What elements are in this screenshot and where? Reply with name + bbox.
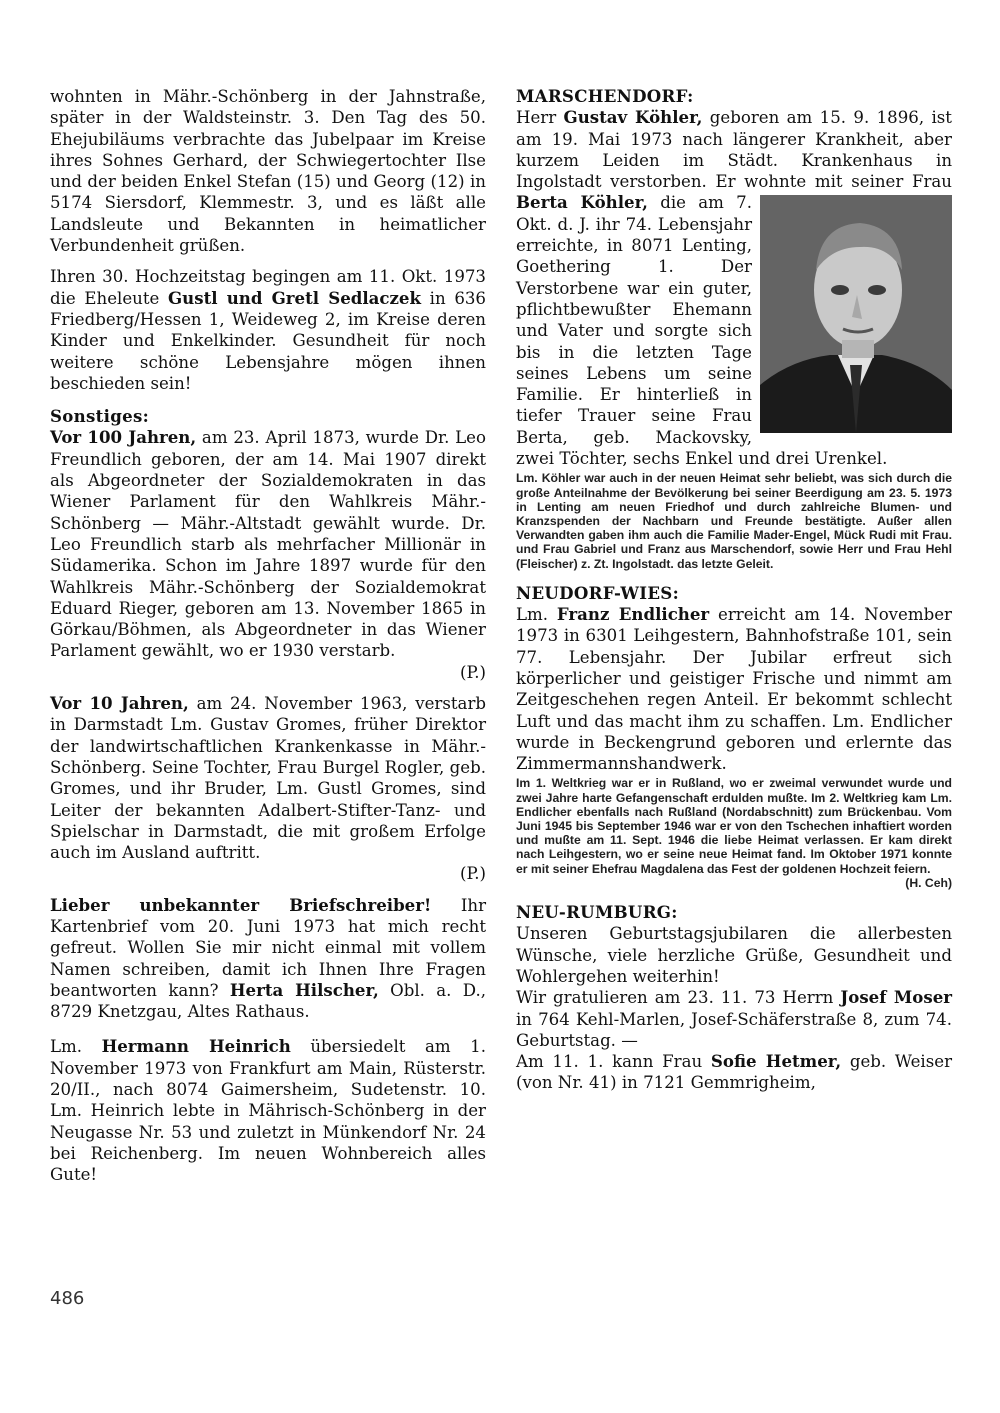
text: Ihr Kartenbrief vom 20. Juni 1973 hat mich recht gefreut. Wollen Sie mir nicht einmal mit vollem Namen schreiben, damit ich Ihnen Ihre Fragen beantworten kann?	[50, 895, 487, 1000]
paragraph-jubilee: wohnten in Mähr.-Schönberg in der Jahnstraße, später in der Waldsteinstr. 3. Den Tag des 50. Ehejubiläums verbrachte das Jubelpaar im Kreise ihres Sohnes Gerhard, der Schwiegertochter Ilse und der beiden Enkel Stefan (15) und Georg (12) in 5174 Siersdorf, Klemmestr. 3, und es läßt alle Landsleute und Bekannten in heimatlicher Verbundenheit grüßen.	[50, 87, 486, 256]
text: Herr	[516, 108, 564, 128]
name-bold: Gustl und Gretl Sedlaczek	[168, 287, 421, 308]
section-heading-marschendorf: MARSCHENDORF:	[516, 86, 694, 106]
paragraph-wedding-anniversary	[50, 266, 486, 394]
text: Ihren 30. Hochzeitstag begingen am 11. Okt. 1973 die Eheleute	[50, 267, 486, 308]
text: Am 11. 1. kann Frau	[516, 1052, 711, 1072]
text: übersiedelt am 1. November 1973 von Frankfurt am Main, Rüsterstr. 20/II., nach 8074 Gaimersheim, Sudetenstr. 10. Lm. Heinrich lebte in Mährisch-Schönberg in der Neugasse Nr. 53 und zuletzt in Münkendorf Nr. 24 bei Reichenberg. Im neuen Wohnbereich alles Gute!	[50, 1037, 486, 1185]
text: am 24. November 1963, verstarb in Darmstadt Lm. Gustav Gromes, früher Direktor der landwirtschaftlichen Krankenkasse in Mähr.-Schönberg. Seine Tochter, Frau Burgel Rogler, geb. Gromes, und ihr Bruder, Lm. Gustl Gromes, sind Leiter der bekannten Adalbert-Stifter-Tanz- und Spielschar in Darmstadt, die mit großem Erfolge auch im Ausland auftritt.	[50, 694, 486, 863]
text: in 636 Friedberg/Hessen 1, Weideweg 2, im Kreise deren Kinder und Enkelkinder. Gesundheit für noch weitere schöne Lebensjahre mögen ihnen beschieden sein!	[50, 288, 486, 393]
text: am 23. April 1873, wurde Dr. Leo Freundlich geboren, der am 14. Mai 1907 direkt als Abgeordneter der Sozialdemokraten in das Wiener Parlament für den Wahlkreis Mähr.-Schönberg — Mähr.-Altstadt gewählt wurde. Dr. Leo Freundlich starb als mehrfacher Millionär in Südamerika. Schon im Jahre 1897 wurde für den Wahlkreis Mähr.-Schönberg der Sozialdemokrat Eduard Rieger, geboren am 13. November 1865 in Görkau/Böhmen, als Abgeordneter in das Wiener Parlament gewählt, wo er 1930 verstarb.	[50, 428, 486, 661]
signature: (P.)	[459, 662, 486, 682]
name-bold: Franz Endlicher	[556, 604, 710, 625]
portrait-photo	[760, 195, 952, 433]
paragraph-hetmer	[516, 1051, 952, 1094]
text: Lm.	[516, 605, 557, 625]
text: die am 7. Okt. d. J. ihr 74. Lebensjahr erreichte, in 8071 Lenting, Goethering 1. Der Verstorbene war ein guter, pflichtbewußter Ehemann und Vater und sorgte sich bis in die letzten Tage seines Lebens um seine Familie. Er hinterließ in tiefer Trauer seine Frau Berta, geb. Mackovsky, zwei Töchter, sechs Enkel und drei Urenkel.	[516, 193, 888, 469]
name-bold-wrapper: Berta Köhler,	[516, 192, 648, 213]
name-bold: Hermann Heinrich	[101, 1036, 291, 1057]
right-column	[516, 86, 952, 1094]
name-bold: Sofie Hetmer,	[710, 1051, 842, 1072]
name-bold: Josef Moser	[840, 987, 953, 1008]
section-heading-sonstiges: Sonstiges:	[50, 406, 150, 427]
name-bold: Herta Hilscher,	[229, 979, 379, 1000]
text: erreicht am 14. November 1973 in 6301 Leihgestern, Bahnhofstraße 101, sein 77. Lebensjahr. Der Jubilar erfreut sich körperlicher und geistiger Frische und nimmt am Zeitgeschehen regen Anteil. Er bekommt schlecht Luft und das macht ihm zu schaffen. Lm. Endlicher wurde in Beckengrund geboren und erlernte das Zimmermannshandwerk.	[516, 605, 952, 774]
section-heading-neu-rumburg: NEU-RUMBURG:	[516, 902, 678, 923]
paragraph-moser	[516, 987, 952, 1051]
paragraph-birthday-endlicher	[516, 604, 952, 774]
left-column	[50, 86, 486, 1186]
paragraph-100-years	[50, 427, 486, 683]
name-bold: Gustav Köhler,	[563, 107, 703, 128]
signature: (H. Ceh)	[905, 875, 952, 890]
signature: (P.)	[459, 864, 486, 884]
text: Im 1. Weltkrieg war er in Rußland, wo er zweimal verwundet wurde und zwei Jahre harte Gefangenschaft erdulden mußte. Im 2. Weltkrieg kam Lm. Endlicher ebenfalls nach Rußland (Nordabschnitt) zum Brückenbau. Vom Juni 1945 bis September 1946 war er von den Tschechen inhaftiert worden und mußte am 11. Sept. 1946 die liebe Heimat verlassen. Er kam direkt nach Leihgestern, wo er seine neue Heimat fand. Im Oktober 1971 konnte er mit seiner Ehefrau Magdalena das Fest der goldenen Hochzeit feiern.	[516, 776, 952, 876]
text: geboren am 15. 9. 1896, ist am 19. Mai 1973 nach längerer Krankheit, aber kurzem Leiden im Städt. Krankenhaus in Ingolstadt verstorben. Er wohnte mit seiner Frau	[516, 108, 952, 192]
text: Lm.	[50, 1037, 102, 1057]
paragraph-obituary-small: Lm. Köhler war auch in der neuen Heimat sehr beliebt, was sich durch die große Anteilnahme der Bevölkerung bei seiner Beerdigung am 23. 5. 1973 in Lenting am neuen Friedhof und durch zahlreiche Blumen- und Kranzspenden der Nachbarn und Freunde bestätigte. Außer allen Verwandten gaben ihm auch die Familie Mader-Engel, Mück Rudi mit Frau. und Frau Gabriel und Franz aus Marschendorf, sowie Herr und Frau Hehl (Fleischer) z. Zt. Ingolstadt. das letzte Geleit.	[516, 471, 952, 571]
text: geb. Weiser (von Nr. 41) in 7121 Gemmrigheim,	[516, 1052, 952, 1093]
lead-bold: Vor 10 Jahren,	[50, 693, 189, 714]
section-heading-neudorf-wies: NEUDORF-WIES:	[516, 582, 679, 603]
lead-bold: Vor 100 Jahren,	[50, 427, 197, 448]
paragraph-obituary	[516, 107, 952, 469]
paragraph-letter-writer	[50, 895, 486, 1023]
lead-bold: Lieber unbekannter Briefschreiber!	[50, 894, 432, 915]
page-number: 486	[50, 1288, 85, 1309]
paragraph-relocation	[50, 1036, 486, 1185]
text: in 764 Kehl-Marlen, Josef-Schäferstraße 8, zum 74. Geburtstag. —	[516, 1009, 952, 1050]
text: Obl. a. D., 8729 Knetzgau, Altes Rathaus.	[50, 980, 487, 1022]
portrait-illustration	[760, 195, 952, 433]
paragraph-10-years	[50, 693, 486, 885]
text: Wir gratulieren am 23. 11. 73 Herrn	[516, 988, 841, 1008]
paragraph-endlicher-small	[516, 776, 952, 890]
paragraph-wishes: Unseren Geburtstagsjubilaren die allerbesten Wünsche, viele herzliche Grüße, Gesundheit und Wohlergehen weiterhin!	[516, 924, 952, 986]
